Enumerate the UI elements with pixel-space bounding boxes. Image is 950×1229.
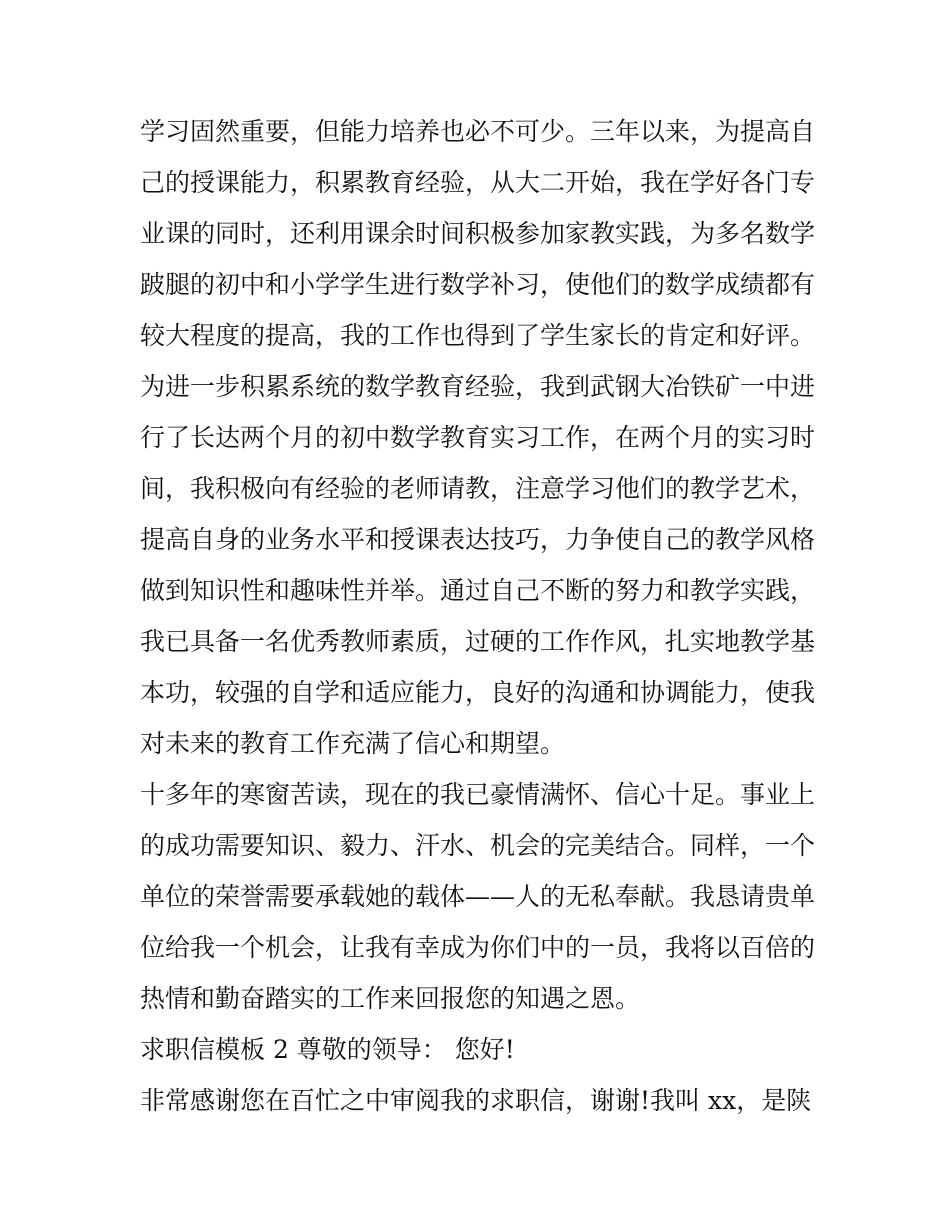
text-line: 做到知识性和趣味性并举。通过自己不断的努力和教学实践， <box>140 576 816 605</box>
text-line: 对未来的教育工作充满了信心和期望。 <box>140 729 566 758</box>
text-line: 的成功需要知识、毅力、汗水、机会的完美结合。同样，一个 <box>140 831 816 860</box>
text-line: 十多年的寒窗苦读，现在的我已豪情满怀、信心十足。事业上 <box>140 780 816 809</box>
document-body <box>140 106 820 1126</box>
text-line: 为进一步积累系统的数学教育经验，我到武钢大冶铁矿一中进 <box>140 372 816 401</box>
section-heading-line: 求职信模板 2 尊敬的领导： 您好! <box>140 1035 515 1064</box>
text-line: 行了长达两个月的初中数学教育实习工作，在两个月的实习时 <box>140 423 816 452</box>
text-line: 学习固然重要，但能力培养也必不可少。三年以来，为提高自 <box>140 117 816 146</box>
text-line: 业课的同时，还利用课余时间积极参加家教实践，为多名数学 <box>140 219 816 248</box>
text-line: 提高自身的业务水平和授课表达技巧，力争使自己的教学风格 <box>140 525 816 554</box>
text-line: 单位的荣誉需要承载她的载体——人的无私奉献。我恳请贵单 <box>140 882 816 911</box>
text-line: 我已具备一名优秀教师素质，过硬的工作作风，扎实地教学基 <box>140 627 816 656</box>
text-line: 跛腿的初中和小学学生进行数学补习，使他们的数学成绩都有 <box>140 270 816 299</box>
text-line: 位给我一个机会，让我有幸成为你们中的一员，我将以百倍的 <box>140 933 816 962</box>
text-line: 己的授课能力，积累教育经验，从大二开始，我在学好各门专 <box>140 168 816 197</box>
text-line: 本功，较强的自学和适应能力，良好的沟通和协调能力，使我 <box>140 678 816 707</box>
text-line: 非常感谢您在百忙之中审阅我的求职信，谢谢!我叫 xx，是陕 <box>140 1086 812 1115</box>
text-line: 间，我积极向有经验的老师请教，注意学习他们的教学艺术， <box>140 474 816 503</box>
text-line: 较大程度的提高，我的工作也得到了学生家长的肯定和好评。 <box>140 321 816 350</box>
text-line: 热情和勤奋踏实的工作来回报您的知遇之恩。 <box>140 984 641 1013</box>
